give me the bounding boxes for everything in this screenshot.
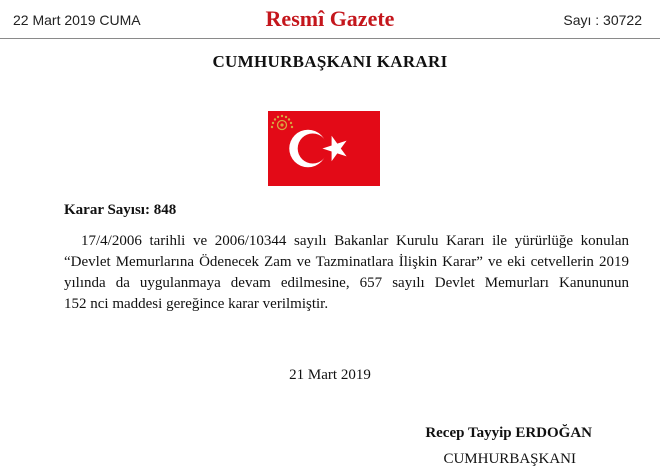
issue-number: Sayı : 30722	[563, 12, 642, 28]
body-line: 17/4/2006 tarihli ve 2006/10344 sayılı Bakanlar Kurulu Kararı ile yürürlüğe konulan	[81, 233, 629, 249]
gazette-header	[0, 0, 660, 40]
signer-name: Recep Tayyip ERDOĞAN	[425, 425, 592, 441]
body-line: 152 nci maddesi gereğince karar verilmiştir.	[64, 296, 329, 312]
turkish-flag-icon	[268, 111, 380, 186]
decision-body	[64, 231, 629, 315]
gazette-title: Resmî Gazete	[265, 6, 395, 31]
body-line: “Devlet Memurlarına Ödenecek Zam ve Tazminatlara İlişkin Karar” ve eki cetvellerin 2019	[64, 254, 629, 270]
signer-title: CUMHURBAŞKANI	[443, 451, 576, 467]
header-divider	[0, 38, 660, 39]
body-line: yılında da uygulanmaya devam edilmesine, 657 sayılı Devlet Memurları Kanununun	[64, 275, 629, 291]
issue-date: 22 Mart 2019 CUMA	[13, 12, 141, 28]
decision-number: Karar Sayısı: 848	[64, 202, 177, 218]
signature-date: 21 Mart 2019	[289, 367, 371, 383]
document-title: CUMHURBAŞKANI KARARI	[212, 52, 448, 71]
